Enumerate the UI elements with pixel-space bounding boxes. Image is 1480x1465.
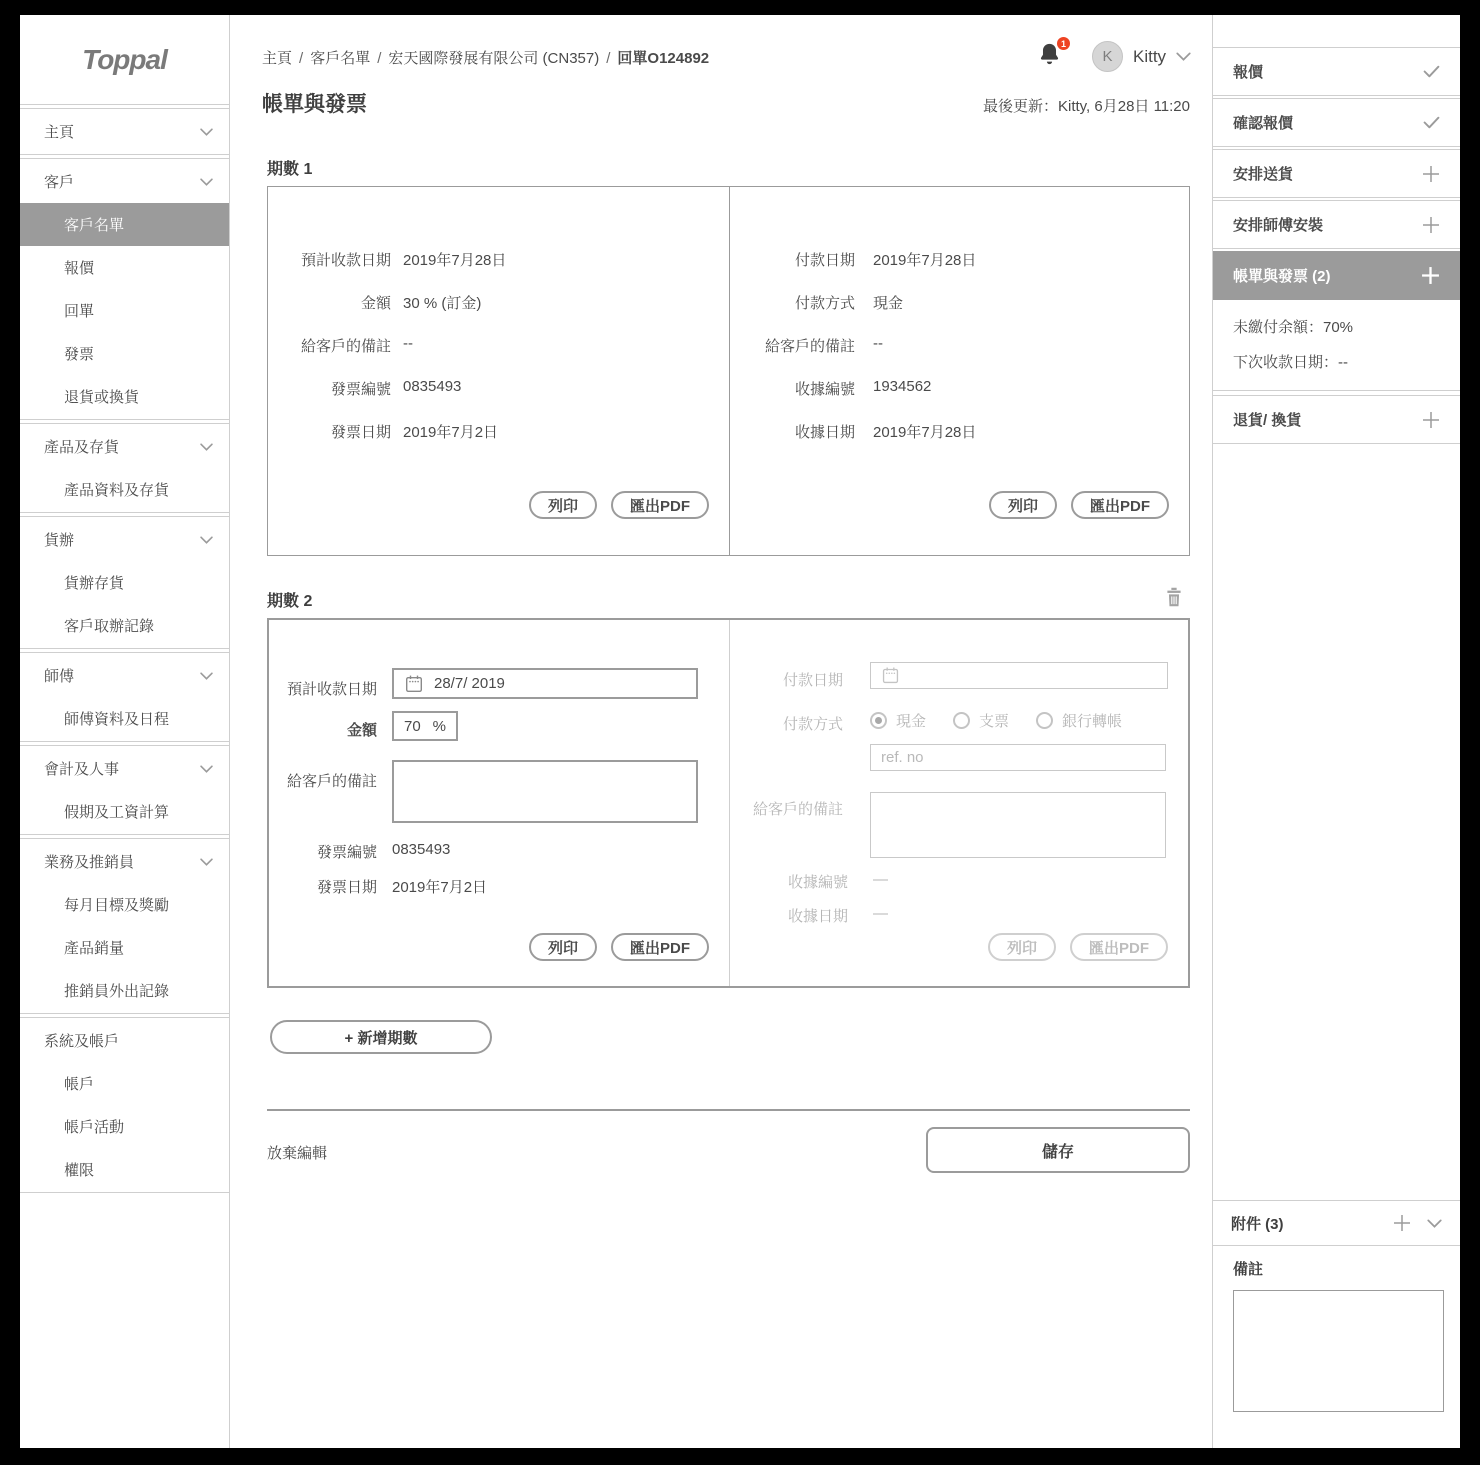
field-row (268, 335, 729, 356)
sidebar-item-order-replies[interactable] (20, 289, 229, 332)
step-label: 報價 (1233, 64, 1264, 81)
calendar-icon (404, 674, 424, 694)
chevron-down-icon (200, 443, 213, 451)
field-label: 發票編號 (330, 381, 391, 398)
installment-1-panel (267, 186, 1190, 556)
export-pdf-button[interactable]: 匯出PDF (611, 491, 709, 519)
field-label: 預計收款日期 (300, 252, 391, 269)
notification-badge: 1 (1057, 37, 1070, 50)
sidebar-item-system-accounts[interactable] (20, 1019, 229, 1062)
amount-unit: % (432, 717, 446, 735)
field-label: 收據日期 (787, 908, 848, 925)
unpaid-balance: 未繳付余額：70% (1233, 319, 1354, 336)
chevron-down-icon[interactable] (1427, 1219, 1442, 1228)
sidebar-item-label: 產品銷量 (64, 940, 125, 957)
installment-2-title: 期數 2 (267, 593, 313, 610)
breadcrumb-separator: / (606, 50, 611, 67)
avatar-initial: K (1102, 48, 1113, 65)
nav-group-customers (20, 158, 229, 420)
plus-icon[interactable] (1393, 1214, 1411, 1232)
breadcrumb-separator: / (299, 50, 304, 67)
sidebar-item-label: 會計及人事 (44, 761, 120, 778)
step-confirm-quotation[interactable] (1213, 98, 1460, 147)
plus-icon[interactable] (1421, 266, 1440, 285)
chevron-down-icon (200, 765, 213, 773)
sidebar-item-accounts[interactable] (20, 1062, 229, 1105)
payment-method-bank-transfer-radio[interactable] (1036, 710, 1122, 731)
installment-1-invoice-section (268, 187, 730, 555)
footer-divider (267, 1109, 1190, 1111)
sidebar-item-product-info-inventory[interactable] (20, 468, 229, 511)
field-label: 發票日期 (316, 879, 377, 896)
trash-icon (1163, 586, 1185, 608)
check-icon (1423, 116, 1440, 129)
export-pdf-button[interactable]: 匯出PDF (1071, 491, 1169, 519)
calendar-icon (881, 666, 900, 685)
sidebar-item-permissions[interactable] (20, 1148, 229, 1191)
field-label: 付款日期 (782, 672, 843, 689)
installment-2-payment-section (730, 620, 1188, 986)
field-value: 現金 (873, 295, 904, 312)
step-label: 安排師傅安裝 (1233, 217, 1324, 234)
radio-selected-icon (870, 712, 887, 729)
sidebar-item-returns-exchanges[interactable] (20, 375, 229, 418)
amount-percent-input[interactable] (392, 711, 458, 741)
sidebar-item-label: 發票 (64, 346, 95, 363)
step-label: 帳單與發票 (2) (1233, 268, 1331, 285)
nav-group-technicians (20, 652, 229, 742)
sidebar-item-label: 退貨或換貨 (64, 389, 140, 406)
sidebar-item-customers[interactable] (20, 160, 229, 203)
sidebar-item-accounting-hr[interactable] (20, 747, 229, 790)
sidebar-item-label: 權限 (64, 1162, 95, 1179)
field-row (730, 378, 1189, 399)
field-value: 2019年7月28日 (403, 252, 507, 269)
field-value: 2019年7月2日 (392, 879, 488, 896)
payment-method-cash-radio[interactable] (870, 710, 926, 731)
sidebar-item-label: 假期及工資計算 (64, 804, 170, 821)
sidebar-item-salesman-outing-records[interactable] (20, 969, 229, 1012)
payment-date-input[interactable] (870, 662, 1168, 689)
sidebar-item-sales-salesmen[interactable] (20, 840, 229, 883)
sidebar-item-product-sales[interactable] (20, 926, 229, 969)
step-label: 退貨/ 換貨 (1233, 412, 1302, 429)
step-label: 安排送貨 (1233, 166, 1294, 183)
reference-number-input[interactable] (870, 744, 1166, 771)
chevron-down-icon (200, 858, 213, 866)
export-pdf-button[interactable]: 匯出PDF (611, 933, 709, 961)
expected-collection-date-input[interactable] (392, 668, 698, 699)
nav-group-accounting-hr (20, 745, 229, 835)
billing-summary (1213, 302, 1460, 391)
nav-group-products (20, 423, 229, 513)
installment-1-title: 期數 1 (267, 161, 313, 178)
attachments-header[interactable] (1213, 1200, 1460, 1246)
field-label: 收據編號 (787, 874, 848, 891)
sidebar-item-label: 系統及帳戶 (44, 1033, 120, 1050)
remarks-label: 備註 (1233, 1261, 1264, 1278)
field-row (268, 378, 729, 399)
print-button: 列印 (988, 933, 1056, 961)
page-title: 帳單與發票 (262, 93, 367, 116)
nav-group-sales (20, 838, 229, 1014)
sidebar-item-home[interactable] (20, 110, 229, 153)
sidebar-item-label: 推銷員外出記錄 (64, 983, 170, 1000)
radio-label: 銀行轉帳 (1062, 713, 1123, 730)
app-logo (20, 15, 229, 105)
attachments-label: 附件 (3) (1231, 1215, 1284, 1233)
field-row (268, 292, 729, 313)
amount-value: 70 (404, 717, 421, 735)
field-label: 發票編號 (316, 844, 377, 861)
sidebar-item-label: 帳戶活動 (64, 1119, 125, 1136)
sidebar-item-technician-info-schedule[interactable] (20, 697, 229, 740)
remarks-textarea[interactable] (1233, 1290, 1444, 1412)
field-value: -- (873, 335, 883, 352)
print-button[interactable]: 列印 (529, 491, 597, 519)
print-button[interactable]: 列印 (529, 933, 597, 961)
field-value: -- (403, 335, 413, 352)
field-label: 給客戶的備註 (764, 338, 855, 355)
chevron-down-icon (200, 672, 213, 680)
step-returns-exchanges[interactable] (1213, 395, 1460, 444)
nav-group-home (20, 108, 229, 155)
field-value: 2019年7月28日 (873, 252, 977, 269)
print-button[interactable]: 列印 (989, 491, 1057, 519)
field-label: 給客戶的備註 (300, 338, 391, 355)
sidebar-item-customer-sample-records[interactable] (20, 604, 229, 647)
sidebar-item-label: 每月目標及獎勵 (64, 897, 170, 914)
field-value: — (873, 871, 888, 888)
sidebar-item-label: 回單 (64, 303, 95, 320)
step-arrange-delivery[interactable] (1213, 149, 1460, 198)
sidebar-item-label: 師傅 (44, 668, 75, 685)
field-label: 收據日期 (794, 424, 855, 441)
step-billing-invoices[interactable] (1213, 251, 1460, 300)
sidebar-item-sample-inventory[interactable] (20, 561, 229, 604)
nav-group-system (20, 1017, 229, 1193)
field-label: 預計收款日期 (286, 681, 377, 698)
sidebar-item-label: 業務及推銷員 (44, 854, 135, 871)
date-value: 28/7/ 2019 (434, 675, 505, 692)
field-row (730, 421, 1189, 442)
nav-group-samples (20, 516, 229, 649)
radio-label: 現金 (896, 713, 927, 730)
breadcrumb-order: 回單O124892 (617, 50, 710, 67)
user-menu[interactable] (1092, 41, 1191, 72)
sidebar-item-label: 產品及存貨 (44, 439, 120, 456)
radio-icon (1036, 712, 1053, 729)
chevron-down-icon (1176, 52, 1191, 61)
export-pdf-button: 匯出PDF (1070, 933, 1168, 961)
field-value: 30 % (訂金) (403, 295, 482, 312)
step-arrange-installation[interactable] (1213, 200, 1460, 249)
breadcrumb-company[interactable]: 宏天國際發展有限公司 (CN357) (388, 50, 600, 67)
sidebar-item-products-inventory[interactable] (20, 425, 229, 468)
last-updated: 最後更新：Kitty, 6月28日 11:20 (982, 98, 1190, 115)
step-label: 確認報價 (1233, 115, 1294, 132)
sidebar-item-quotations[interactable] (20, 246, 229, 289)
installment-1-payment-section (730, 187, 1189, 555)
breadcrumb (262, 47, 709, 68)
field-row (730, 249, 1189, 270)
breadcrumb-separator: / (377, 50, 382, 67)
sidebar-item-customer-list[interactable] (20, 203, 229, 246)
field-row (730, 292, 1189, 313)
plus-icon[interactable] (1422, 165, 1440, 183)
field-value: 0835493 (403, 378, 462, 395)
field-label: 付款方式 (794, 295, 855, 312)
field-label: 金額 (360, 295, 391, 312)
field-value: 2019年7月28日 (873, 424, 977, 441)
sidebar-item-invoices[interactable] (20, 332, 229, 375)
chevron-down-icon (200, 536, 213, 544)
sidebar-item-samples[interactable] (20, 518, 229, 561)
discard-edit-link[interactable]: 放棄編輯 (267, 1145, 328, 1162)
payment-method-cheque-radio[interactable] (953, 710, 1009, 731)
avatar (1092, 41, 1123, 72)
user-name: Kitty (1133, 46, 1167, 66)
sidebar-item-label: 主頁 (44, 124, 75, 141)
sidebar-item-account-activity[interactable] (20, 1105, 229, 1148)
chevron-down-icon (200, 178, 213, 186)
notifications-button[interactable] (1036, 40, 1068, 72)
plus-icon[interactable] (1422, 216, 1440, 234)
sidebar-item-technicians[interactable] (20, 654, 229, 697)
customer-remarks-textarea[interactable] (870, 792, 1166, 858)
sidebar-item-label: 客戶名單 (64, 217, 125, 234)
field-row (730, 335, 1189, 356)
field-label: 金額 (346, 722, 377, 739)
field-label: 給客戶的備註 (286, 773, 377, 790)
field-row (268, 421, 729, 442)
field-value: — (873, 905, 888, 922)
next-collection-date: 下次收款日期：-- (1233, 354, 1348, 371)
field-label: 發票日期 (330, 424, 391, 441)
field-value: 0835493 (392, 841, 451, 858)
radio-icon (953, 712, 970, 729)
sidebar-item-label: 報價 (64, 260, 95, 277)
step-quotation[interactable] (1213, 47, 1460, 96)
sidebar-item-label: 帳戶 (64, 1076, 95, 1093)
field-value: 2019年7月2日 (403, 424, 499, 441)
delete-installment-button[interactable] (1163, 586, 1185, 608)
breadcrumb-customer-list[interactable]: 客戶名單 (310, 50, 371, 67)
sidebar-item-label: 客戶取辦記錄 (64, 618, 155, 635)
sidebar-item-label: 貨辦 (44, 532, 75, 549)
field-value: 1934562 (873, 378, 932, 395)
workflow-panel (1213, 47, 1460, 446)
plus-icon[interactable] (1422, 411, 1440, 429)
check-icon (1423, 65, 1440, 78)
field-label: 給客戶的備註 (752, 801, 843, 818)
chevron-down-icon (200, 128, 213, 136)
sidebar-item-label: 師傅資料及日程 (64, 711, 170, 728)
add-installment-button[interactable]: + 新增期數 (270, 1020, 492, 1054)
sidebar-item-monthly-targets-rewards[interactable] (20, 883, 229, 926)
sidebar-item-label: 客戶 (44, 174, 75, 191)
save-button[interactable]: 儲存 (926, 1127, 1190, 1173)
app-logo-text: Toppal (82, 43, 167, 75)
sidebar-item-label: 產品資料及存貨 (64, 482, 170, 499)
field-label: 收據編號 (794, 381, 855, 398)
field-label: 付款方式 (782, 716, 843, 733)
breadcrumb-home[interactable]: 主頁 (262, 50, 293, 67)
radio-label: 支票 (979, 713, 1010, 730)
sidebar-item-label: 貨辦存貨 (64, 575, 125, 592)
sidebar (20, 15, 230, 1448)
customer-remarks-textarea[interactable] (392, 760, 698, 823)
installment-2-panel (267, 618, 1190, 988)
field-label: 付款日期 (794, 252, 855, 269)
installment-2-invoice-section (269, 620, 730, 986)
sidebar-item-leave-payroll[interactable] (20, 790, 229, 833)
field-row (268, 249, 729, 270)
